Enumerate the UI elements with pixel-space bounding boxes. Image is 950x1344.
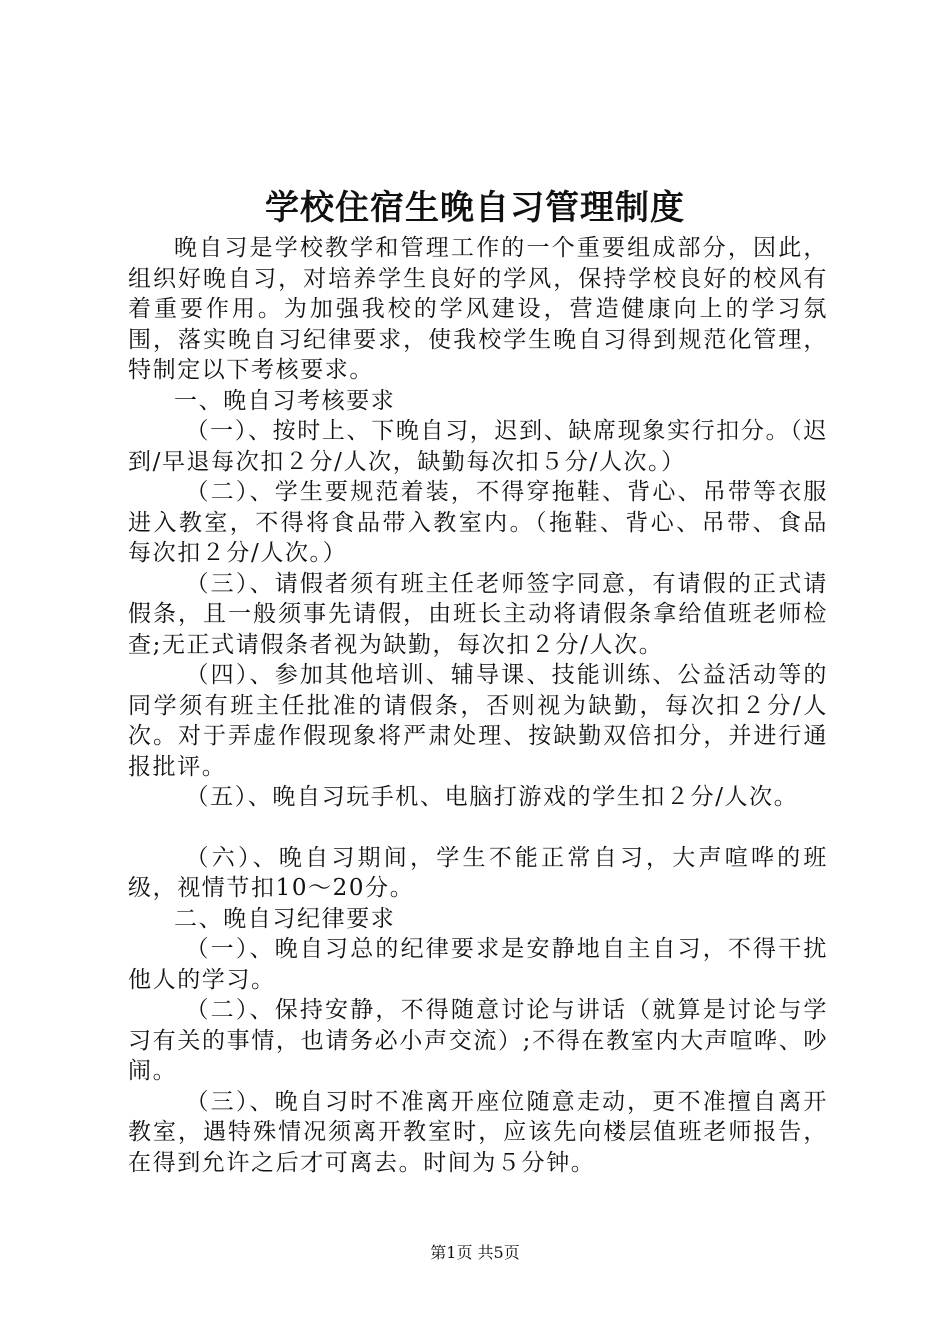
section-heading-discipline: 二、晚自习纪律要求 (174, 905, 396, 932)
assessment-item-5: （五）、晚自习玩手机、电脑打游戏的学生扣２分/人次。 (185, 784, 799, 810)
assessment-item-1: （一）、按时上、下晚自习，迟到、缺席现象实行扣分。（迟到/早退每次扣２分/人次，缺勤每次扣５分/人次。） (128, 418, 828, 475)
intro-paragraph: 晚自习是学校教学和管理工作的一个重要组成部分，因此，组织好晚自习，对培养学生良好的学风，保持学校良好的校风有着重要作用。为加强我校的学风建设，营造健康向上的学习氛围，落实晚自习纪律要求，使我校学生晚自习得到规范化管理，特制定以下考核要求。 (128, 235, 828, 383)
blank-line (128, 813, 828, 843)
assessment-item-4: （四）、参加其他培训、辅导课、技能训练、公益活动等的同学须有班主任批准的请假条，否则视为缺勤，每次扣２分/人次。对于弄虚作假现象将严肃处理、按缺勤双倍扣分，并进行通报批评。 (128, 662, 828, 780)
assessment-item-2: （二）、学生要规范着装，不得穿拖鞋、背心、吊带等衣服进入教室，不得将食品带入教室内。（拖鞋、背心、吊带、食品每次扣２分/人次。） (128, 479, 828, 566)
discipline-item-1: （一）、晚自习总的纪律要求是安静地自主自习，不得干扰他人的学习。 (128, 936, 828, 993)
document-body (128, 233, 828, 1178)
section-heading-assessment: 一、晚自习考核要求 (174, 387, 396, 414)
assessment-item-3: （三）、请假者须有班主任老师签字同意，有请假的正式请假条，且一般须事先请假，由班长主动将请假条拿给值班老师检查;无正式请假条者视为缺勤，每次扣２分/人次。 (128, 570, 828, 658)
document-title: 学校住宿生晚自习管理制度 (265, 188, 685, 228)
discipline-item-2: （二）、保持安静，不得随意讨论与讲话（就算是讨论与学习有关的事情，也请务必小声交流）;不得在教室内大声喧哗、吵闹。 (128, 997, 828, 1084)
page-number-footer: 第1页 共5页 (430, 1243, 520, 1262)
discipline-item-3: （三）、晚自习时不准离开座位随意走动，更不准擅自离开教室，遇特殊情况须离开教室时，应该先向楼层值班老师报告，在得到允许之后才可离去。时间为５分钟。 (128, 1088, 828, 1176)
assessment-item-6: （六）、晚自习期间，学生不能正常自习，大声喧哗的班级，视情节扣10～20分。 (128, 844, 828, 901)
